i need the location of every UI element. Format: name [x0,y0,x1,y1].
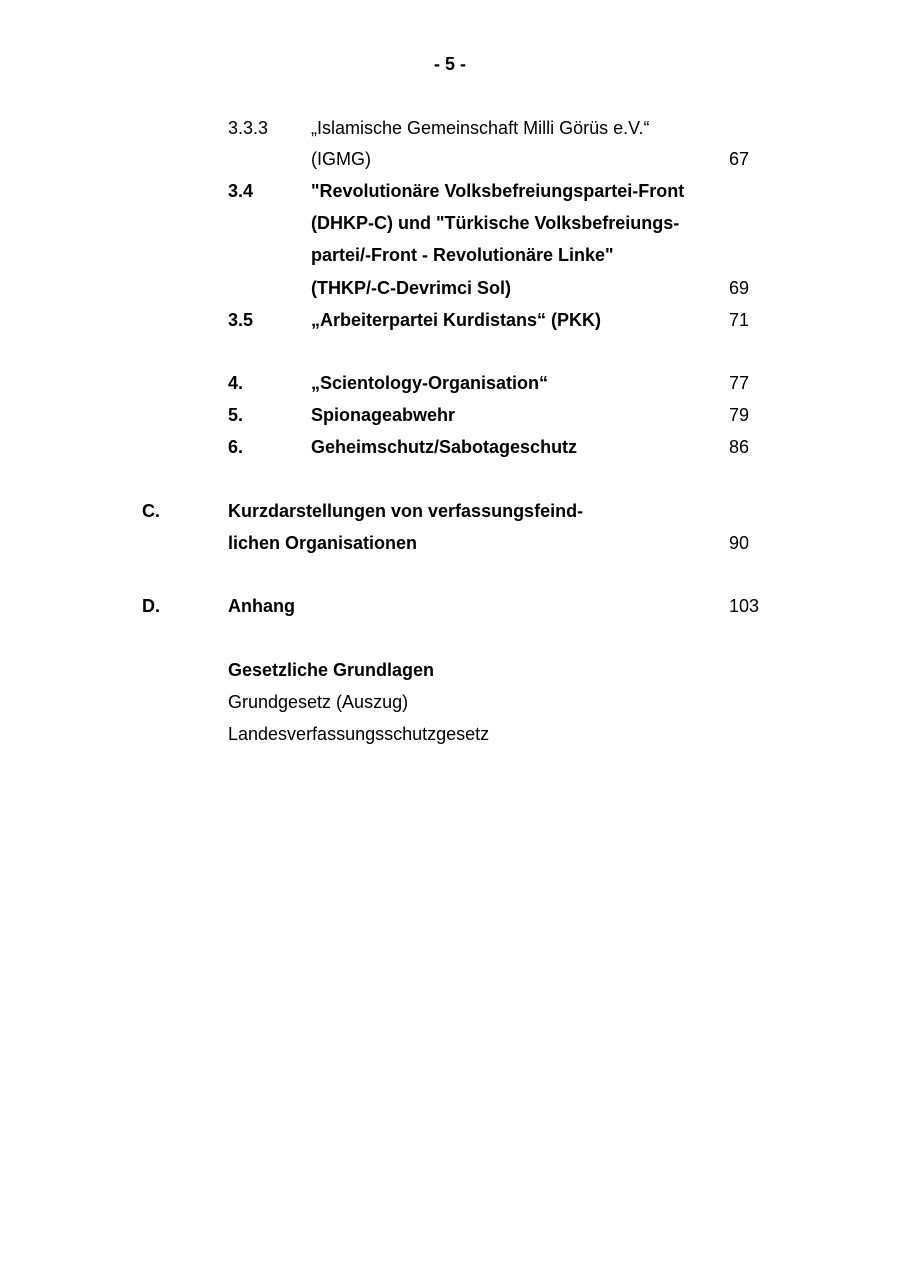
toc-title-5: Spionageabwehr [311,405,456,425]
toc-page-3-5: 71 [729,310,750,330]
toc-title-3-4-line4: (THKP/-C-Devrimci Sol) [311,278,512,298]
toc-letter-c: C. [142,501,160,521]
toc-page-3-3-3: 67 [729,149,750,169]
toc-title-3-4-line2: (DHKP-C) und "Türkische Volksbefreiungs- [311,213,680,233]
toc-number-3-3-3: 3.3.3 [228,118,269,138]
toc-page-3-4: 69 [729,278,750,298]
toc-number-3-5: 3.5 [228,310,254,330]
toc-title-3-3-3-line1: „Islamische Gemeinschaft Milli Görüs e.V.“ [311,118,650,138]
toc-number-3-4: 3.4 [228,181,254,201]
toc-page-6: 86 [729,437,750,457]
appendix-item-grundgesetz: Grundgesetz (Auszug) [228,692,409,712]
toc-title-3-4-line1: "Revolutionäre Volksbefreiungspartei-Front [311,181,685,201]
toc-title-c-line1: Kurzdarstellungen von verfassungsfeind- [228,501,584,521]
toc-number-4: 4. [228,373,244,393]
toc-page-d: 103 [729,596,760,616]
toc-title-3-3-3-line2: (IGMG) [311,149,371,169]
appendix-item-landesverfassungsschutzgesetz: Landesverfassungsschutzgesetz [228,724,490,744]
toc-letter-d: D. [142,596,160,616]
toc-title-3-5: „Arbeiterpartei Kurdistans“ (PKK) [311,310,602,330]
toc-page-4: 77 [729,373,750,393]
toc-page-c: 90 [729,533,750,553]
page-number: - 5 - [433,54,466,74]
appendix-heading: Gesetzliche Grundlagen [228,660,435,680]
toc-title-6: Geheimschutz/Sabotageschutz [311,437,578,457]
toc-title-d: Anhang [228,596,295,616]
toc-title-3-4-line3: partei/-Front - Revolutionäre Linke" [311,245,614,265]
toc-title-4: „Scientology-Organisation“ [311,373,549,393]
toc-number-5: 5. [228,405,244,425]
toc-title-c-line2: lichen Organisationen [228,533,418,553]
toc-number-6: 6. [228,437,244,457]
toc-page-5: 79 [729,405,750,425]
